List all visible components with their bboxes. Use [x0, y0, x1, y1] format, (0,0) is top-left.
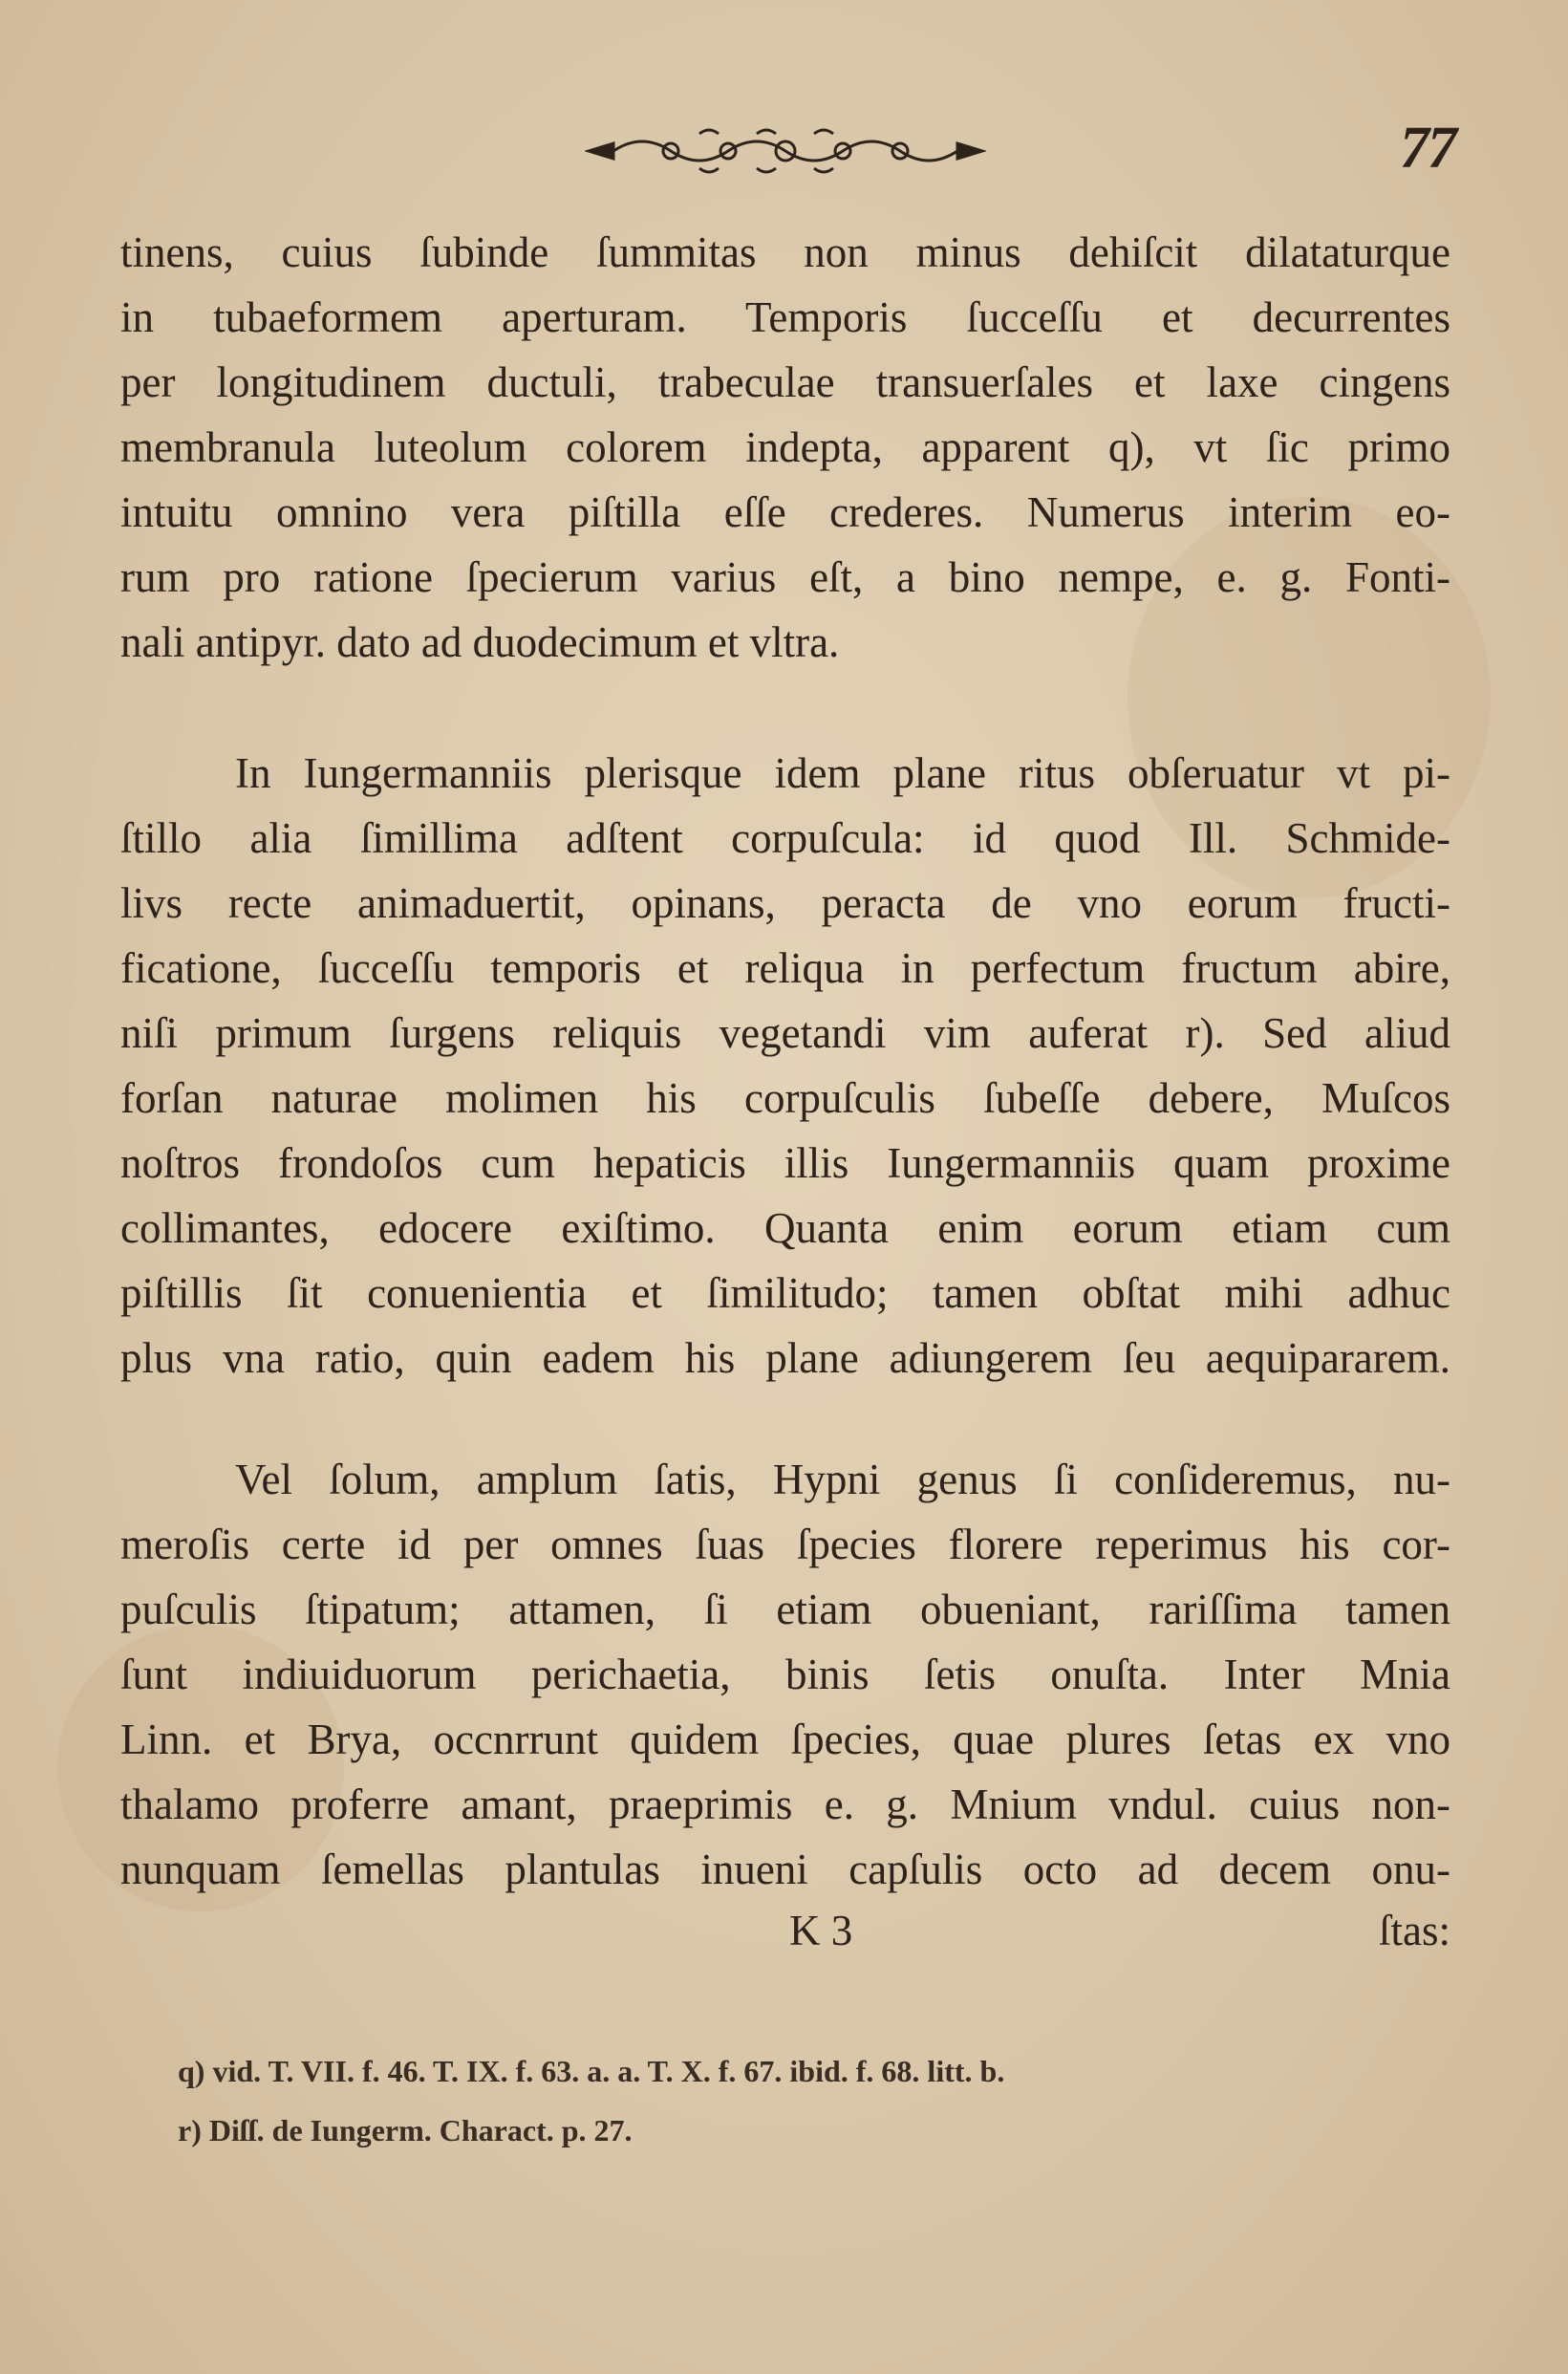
signature-mark: K 3: [789, 1907, 853, 1954]
footnote-q: q) vid. T. VII. f. 46. T. IX. f. 63. a. a. T. X. f. 67. ibid. f. 68. litt. b.: [178, 2054, 1005, 2088]
text-line: livs recte animaduertit, opinans, peracta de vno eorum fructi-: [120, 879, 1450, 927]
text-line: membranula luteolum colorem indepta, apparent q), vt ſic primo: [120, 423, 1450, 471]
text-line: nunquam ſemellas plantulas inueni capſulis octo ad decem onu-: [120, 1845, 1450, 1893]
text-line: puſculis ſtipatum; attamen, ſi etiam obueniant, rariſſima tamen: [120, 1586, 1450, 1633]
text-line: tinens, cuius ſubinde ſummitas non minus dehiſcit dilataturque: [120, 228, 1450, 276]
text-line: ſunt indiuiduorum perichaetia, binis ſetis onuſta. Inter Mnia: [120, 1651, 1450, 1698]
text-line: niſi primum ſurgens reliquis vegetandi vim auferat r). Sed aliud: [120, 1009, 1450, 1057]
text-line: intuitu omnino vera piſtilla eſſe crederes. Numerus interim eo-: [120, 488, 1450, 536]
catchword: ſtas:: [1379, 1907, 1450, 1954]
text-line: ficatione, ſucceſſu temporis et reliqua in perfectum fructum abire,: [120, 944, 1450, 992]
text-line: meroſis certe id per omnes ſuas ſpecies florere reperimus his cor-: [120, 1521, 1450, 1568]
text-line: Vel ſolum, amplum ſatis, Hypni genus ſi conſideremus, nu-: [235, 1456, 1450, 1503]
text-line: in tubaeformem aperturam. Temporis ſucceſſu et decurrentes: [120, 293, 1450, 341]
footnote-r: r) Diſſ. de Iungerm. Charact. p. 27.: [178, 2113, 633, 2147]
paragraph-2: [120, 741, 1450, 1391]
text-line: rum pro ratione ſpecierum varius eſt, a bino nempe, e. g. Fonti-: [120, 553, 1450, 601]
header-ornament-icon: [585, 122, 986, 176]
page-number: 77: [1400, 116, 1455, 181]
text-line: forſan naturae molimen his corpuſculis ſubeſſe debere, Muſcos: [120, 1074, 1450, 1122]
footnotes: [178, 2041, 1004, 2160]
text-line: noſtros frondoſos cum hepaticis illis Iungermanniis quam proxime: [120, 1139, 1450, 1187]
text-line: ſtillo alia ſimillima adſtent corpuſcula: id quod Ill. Schmide-: [120, 814, 1450, 862]
paragraph-1: [120, 220, 1450, 675]
text-line: thalamo proferre amant, praeprimis e. g. Mnium vndul. cuius non-: [120, 1780, 1450, 1828]
paragraph-3: [120, 1447, 1450, 1902]
text-line: nali antipyr. dato ad duodecimum et vltra.: [120, 618, 840, 666]
text-line: per longitudinem ductuli, trabeculae transuerſales et laxe cingens: [120, 358, 1450, 406]
text-line: piſtillis ſit conuenientia et ſimilitudo; tamen obſtat mihi adhuc: [120, 1269, 1450, 1317]
signature-line: [120, 1906, 1450, 1971]
text-line: plus vna ratio, quin eadem his plane adiungerem ſeu aequipararem.: [120, 1334, 1450, 1382]
text-line: collimantes, edocere exiſtimo. Quanta enim eorum etiam cum: [120, 1204, 1450, 1252]
text-line: In Iungermanniis plerisque idem plane ritus obſeruatur vt pi-: [235, 749, 1450, 797]
text-line: Linn. et Brya, occnrrunt quidem ſpecies, quae plures ſetas ex vno: [120, 1716, 1450, 1763]
